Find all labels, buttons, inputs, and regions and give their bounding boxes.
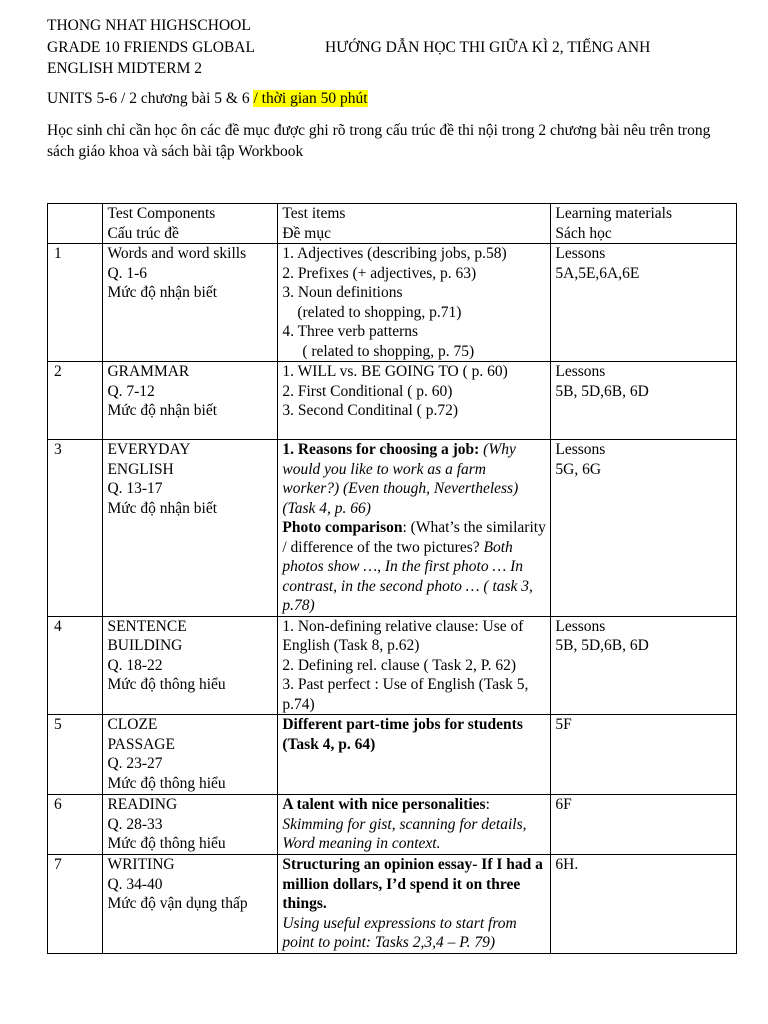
materials-line: 6F [555, 796, 572, 813]
item-bold-text: Photo comparison [282, 519, 403, 536]
materials-line: 6H. [555, 856, 579, 873]
item-paragraph [282, 518, 546, 616]
materials-line: Lessons [555, 441, 606, 458]
item-line: 1. WILL vs. BE GOING TO ( p. 60) [282, 363, 508, 380]
items-cell [278, 244, 551, 362]
header-components-en: Test Components [107, 205, 216, 222]
materials-cell [551, 440, 737, 617]
component-questions: Q. 7-12 [107, 382, 155, 400]
component-cell [103, 616, 278, 715]
item-line: 1. Non-defining relative clause: Use of English (Task 8, p.62) [282, 617, 524, 654]
item-italic-text: Both photos show …, In the first photo … In contrast, in the second photo … ( task 3, p.78) [282, 538, 533, 614]
header-items-en: Test items [282, 205, 346, 222]
item-bold-text: 1. Reasons for choosing a job: [282, 441, 484, 458]
materials-cell [551, 616, 737, 715]
item-text: : (What’s the similarity / difference of the two pictures? [282, 519, 546, 556]
component-questions: Q. 23-27 [107, 755, 163, 772]
items-cell [278, 855, 551, 954]
row-number: 6 [48, 795, 103, 855]
table-row [48, 616, 737, 715]
row-number: 5 [48, 715, 103, 795]
item-bold-text: Different part-time jobs for students (Task 4, p. 64) [282, 716, 523, 753]
component-level: Mức độ nhận biết [107, 284, 218, 301]
materials-line: 5B, 5D,6B, 6D [555, 382, 649, 400]
header-cell-components [103, 204, 278, 244]
materials-cell [551, 715, 737, 795]
table-row [48, 715, 737, 795]
guide-title: HƯỚNG DẪN HỌC THI GIỮA KÌ 2, TIẾNG ANH [325, 39, 651, 56]
items-cell [278, 795, 551, 855]
exam-structure-table [47, 203, 737, 954]
component-title: BUILDING [107, 637, 183, 654]
intro-paragraph: Học sinh chỉ cần học ôn các đề mục được ghi rõ trong cấu trúc đề thi nội trong 2 chương bài nêu trên trong sách giáo khoa và sách bài tập Workbook [47, 122, 711, 160]
materials-line: 5A,5E,6A,6E [555, 264, 640, 282]
component-level: Mức độ nhận biết [107, 402, 218, 419]
item-line: 3. Past perfect : Use of English (Task 5, p.74) [282, 676, 529, 713]
component-level: Mức độ thông hiểu [107, 835, 226, 852]
school-name: THONG NHAT HIGHSCHOOL [47, 17, 251, 34]
header-materials-vi: Sách học [555, 224, 612, 242]
item-line: (related to shopping, p.71) [297, 303, 462, 321]
materials-line: 5B, 5D,6B, 6D [555, 637, 649, 654]
item-paragraph [282, 795, 546, 815]
table-row [48, 440, 737, 617]
item-line: 2. Defining rel. clause ( Task 2, P. 62) [282, 656, 517, 674]
header-cell-items [278, 204, 551, 244]
component-questions: Q. 13-17 [107, 480, 163, 497]
duration-highlight: / thời gian 50 phút [253, 90, 368, 107]
component-questions: Q. 1-6 [107, 264, 148, 282]
table-row [48, 855, 737, 954]
component-questions: Q. 34-40 [107, 875, 163, 893]
component-title: SENTENCE [107, 617, 187, 635]
item-line: 2. First Conditional ( p. 60) [282, 382, 453, 400]
component-title: CLOZE [107, 716, 158, 733]
header-items-vi: Đề mục [282, 224, 331, 242]
item-line: ( related to shopping, p. 75) [302, 342, 475, 360]
component-level: Mức độ thông hiểu [107, 676, 226, 693]
component-questions: Q. 18-22 [107, 656, 163, 674]
component-title: EVERYDAY [107, 441, 191, 458]
row-number: 1 [48, 244, 103, 362]
component-level: Mức độ thông hiểu [107, 774, 226, 792]
row-number: 7 [48, 855, 103, 954]
item-line: 3. Second Conditinal ( p.72) [282, 402, 459, 419]
materials-line: Lessons [555, 617, 606, 635]
materials-cell [551, 244, 737, 362]
item-line: 3. Noun definitions [282, 284, 403, 301]
component-title: ENGLISH [107, 460, 174, 478]
materials-line: 5G, 6G [555, 460, 602, 478]
row-number: 4 [48, 616, 103, 715]
item-paragraph [282, 440, 546, 518]
exam-name: ENGLISH MIDTERM 2 [47, 60, 202, 77]
component-title: Words and word skills [107, 245, 247, 262]
item-italic-text: (Why would you like to work as a farm worker?) (Even though, Nevertheless) (Task 4, p. 66) [282, 441, 519, 517]
component-level: Mức độ nhận biết [107, 499, 218, 517]
item-bold-text: Structuring an opinion essay- If I had a million dollars, I’d spend it on three things. [282, 856, 543, 912]
header-components-vi: Cấu trúc đề [107, 224, 179, 242]
table-row [48, 795, 737, 855]
items-cell [278, 715, 551, 795]
item-italic-text: Skimming for gist, scanning for details, Word meaning in context. [282, 815, 527, 852]
item-text: : [485, 796, 490, 813]
materials-line: Lessons [555, 363, 606, 380]
item-line: 2. Prefixes (+ adjectives, p. 63) [282, 264, 477, 282]
header-cell-materials [551, 204, 737, 244]
items-cell [278, 616, 551, 715]
materials-cell [551, 855, 737, 954]
units-line [47, 90, 368, 108]
item-line: 4. Three verb patterns [282, 323, 419, 340]
row-number: 2 [48, 362, 103, 440]
materials-line: Lessons [555, 245, 606, 262]
items-cell [278, 440, 551, 617]
table-row [48, 244, 737, 362]
component-cell [103, 795, 278, 855]
component-level: Mức độ vận dụng thấp [107, 895, 248, 912]
table-header-row [48, 204, 737, 244]
header-cell-no [48, 204, 103, 244]
component-title: PASSAGE [107, 735, 175, 753]
component-cell [103, 244, 278, 362]
component-title: READING [107, 796, 178, 813]
component-questions: Q. 28-33 [107, 815, 163, 833]
component-cell [103, 855, 278, 954]
component-title: GRAMMAR [107, 363, 190, 380]
grade-line: GRADE 10 FRIENDS GLOBAL [47, 39, 255, 56]
item-line: 1. Adjectives (describing jobs, p.58) [282, 245, 507, 262]
component-cell [103, 715, 278, 795]
component-title: WRITING [107, 856, 175, 873]
component-cell [103, 440, 278, 617]
item-bold-text: A talent with nice personalities [282, 796, 486, 813]
items-cell [278, 362, 551, 440]
materials-line: 5F [555, 716, 572, 733]
materials-cell [551, 795, 737, 855]
header-materials-en: Learning materials [555, 205, 673, 222]
materials-cell [551, 362, 737, 440]
row-number: 3 [48, 440, 103, 617]
component-cell [103, 362, 278, 440]
table-row [48, 362, 737, 440]
item-italic-text: Using useful expressions to start from point to point: Tasks 2,3,4 – P. 79) [282, 914, 517, 951]
units-text: UNITS 5-6 / 2 chương bài 5 & 6 [47, 90, 254, 107]
